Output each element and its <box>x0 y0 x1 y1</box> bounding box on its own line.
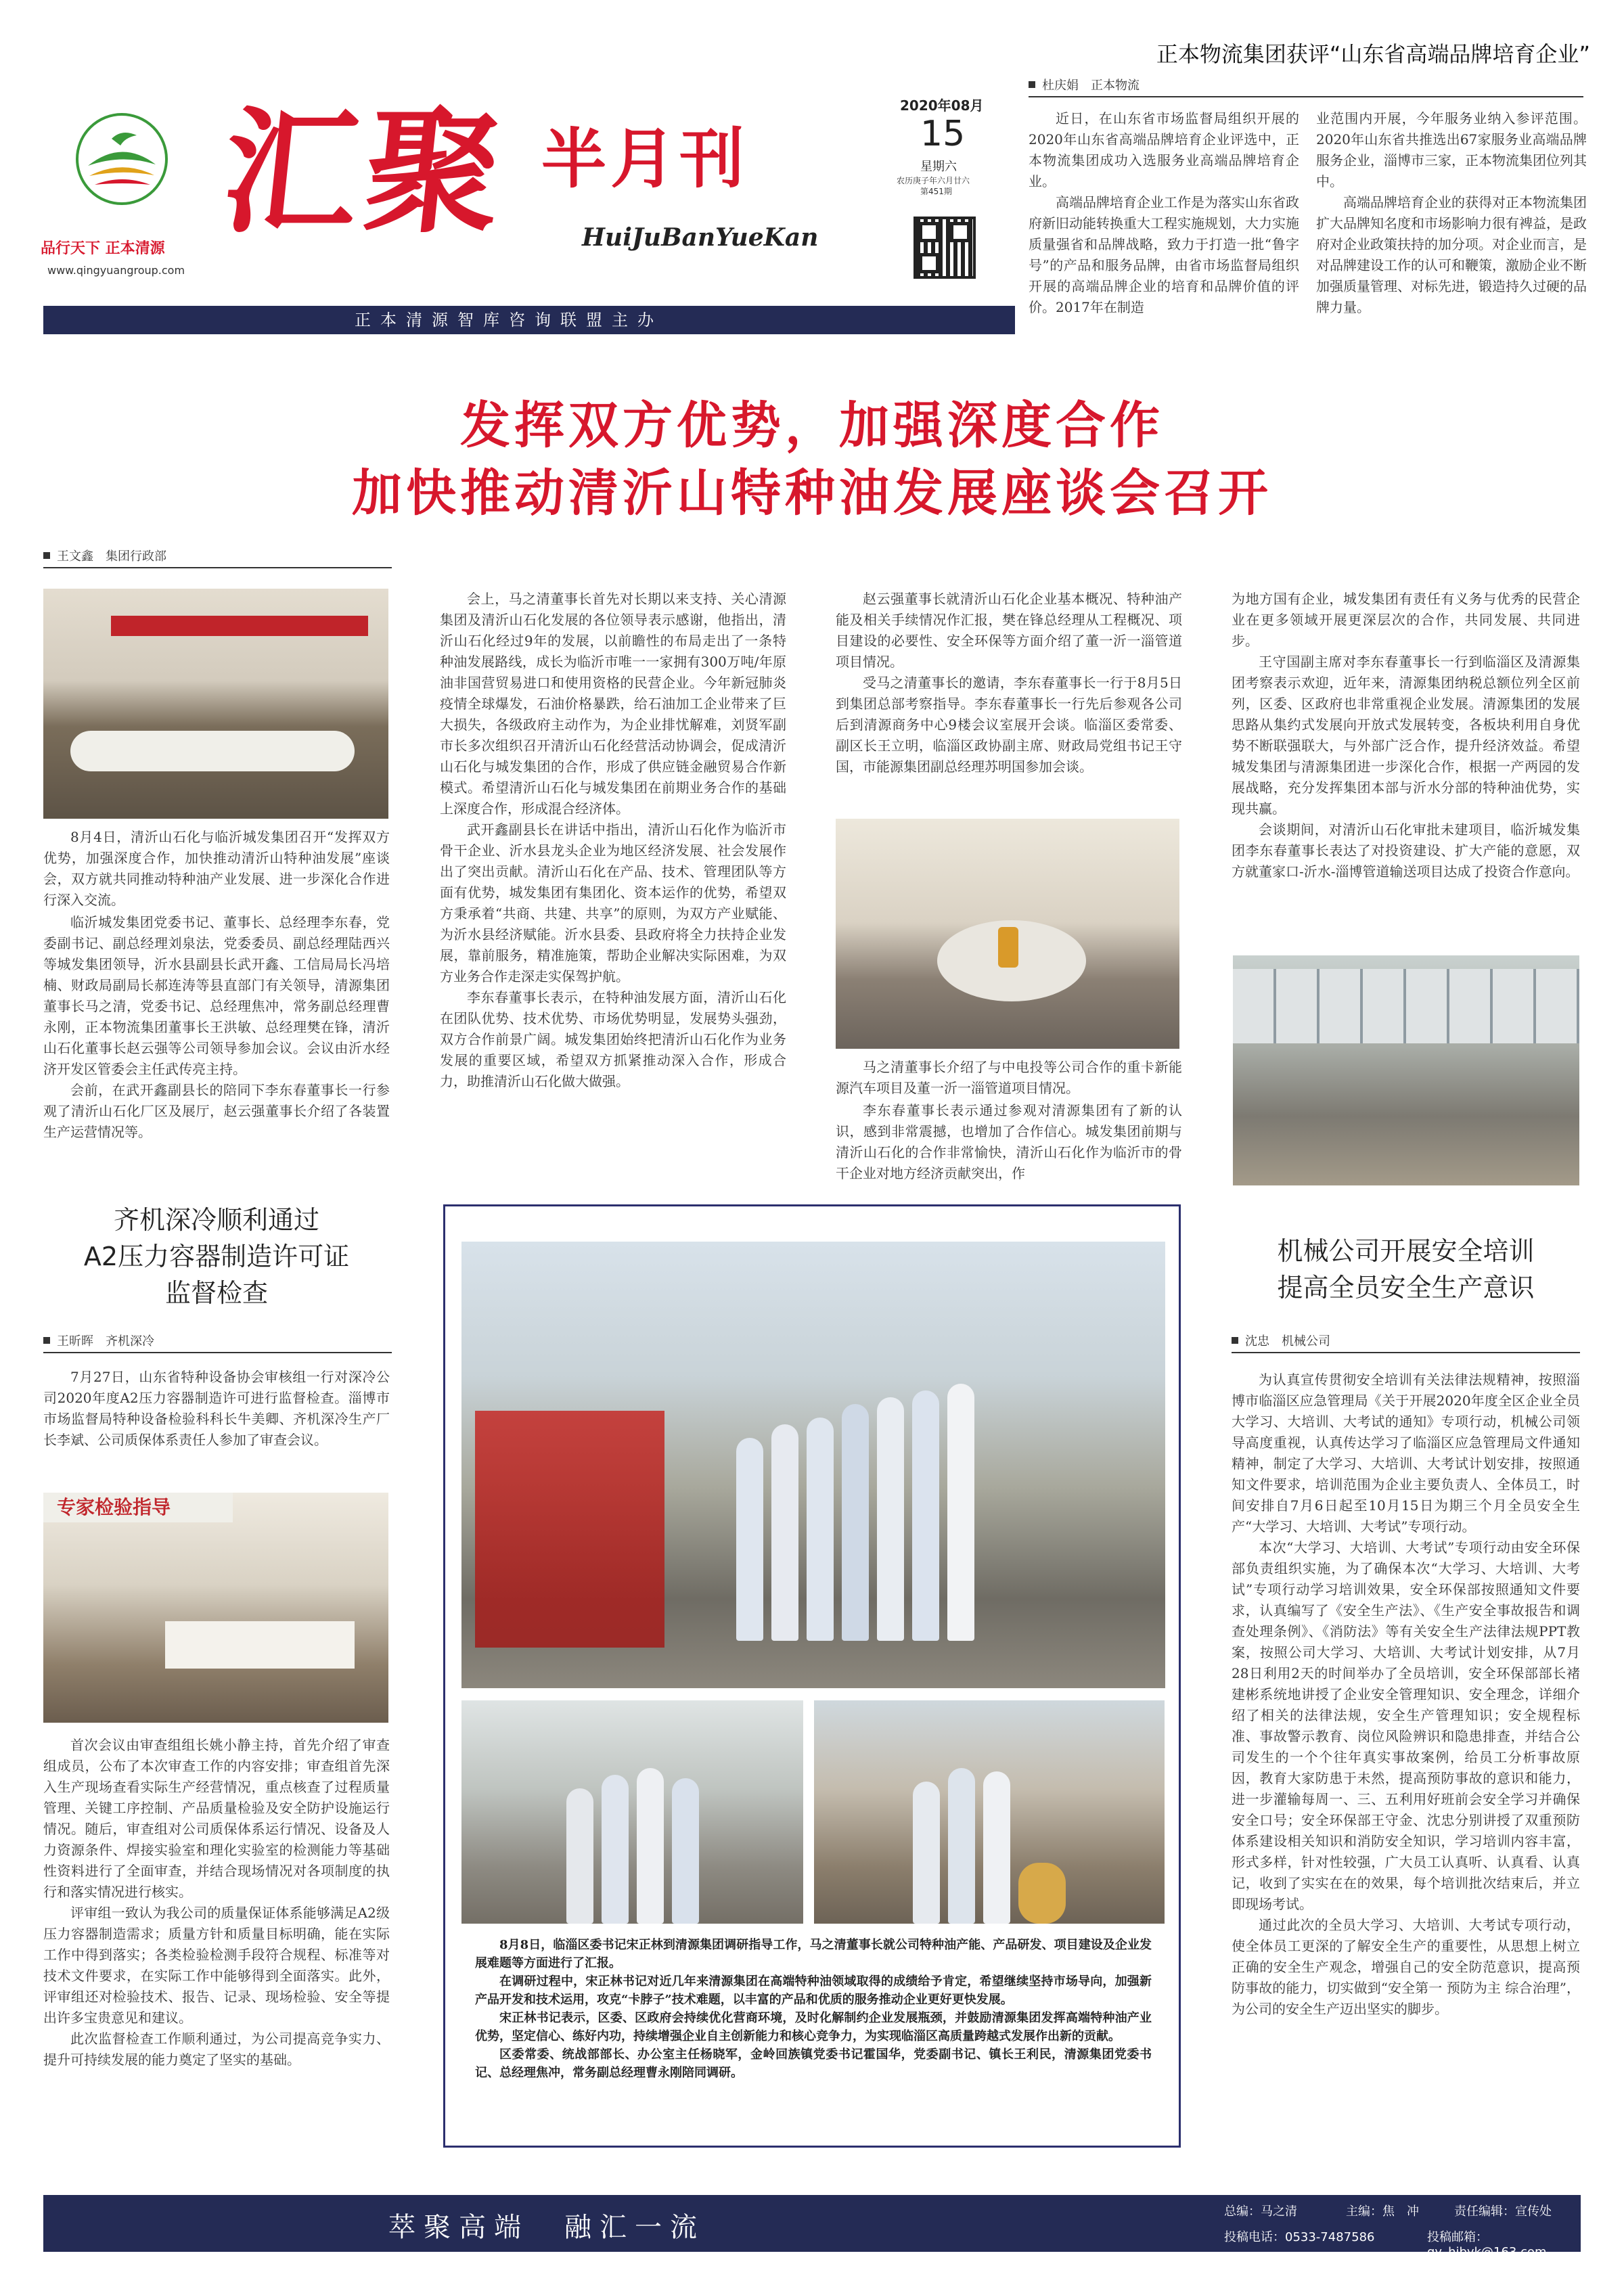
top-story-col2 <box>1316 108 1587 318</box>
caption-lead: 8月8日，临淄区委书记宋正林到清源集团调研指导工作，马之清董事长就公司特种油产能、产品研发、项目建设及企业发展难题等方面进行了汇报。 <box>475 1938 1152 1970</box>
main-story-col3 <box>836 589 1182 777</box>
top-story-col1 <box>1029 108 1299 318</box>
issue-weekday: 星期六 <box>920 160 957 174</box>
top-story-title: 正本物流集团获评“山东省高端品牌培育企业” <box>1156 41 1590 67</box>
caption-paragraph: 宋正林书记表示，区委、区政府会持续优化营商环境，及时化解制约企业发展瓶颈，并鼓励清源集团发挥高端特种油产业优势，坚定信心、练好内功，持续增强企业自主创新能力和核心竞争力，为实现临淄区高质量跨越式发展作出新的贡献。 <box>475 2011 1152 2043</box>
issue-number: 第451期 <box>920 187 952 196</box>
headline-line1: 发挥双方优势，加强深度合作 <box>460 397 1164 455</box>
masthead-bar-text: 正本清源智库咨询联盟主办 <box>355 311 663 330</box>
footer-chief-editor: 总编：马之清 <box>1224 2204 1297 2219</box>
center-photo-box <box>443 1204 1181 2148</box>
masthead-slogan: 品行天下 正本清源 <box>41 240 165 257</box>
left-story-byline <box>43 1332 392 1353</box>
paragraph: 通过此次的全员大学习、大培训、大考试专项行动，使全体员工更深的了解安全生产的重要性，从思想上树立正确的安全生产观念，增强自己的安全防范意识，提高预防事故的能力，切实做到“安全第一 预防为主 综合治理”，为公司的安全生产迈出坚实的脚步。 <box>1232 1917 1580 2017</box>
issue-date-month: 2020年08月 <box>900 97 984 114</box>
paragraph: 临沂城发集团党委书记、董事长、总经理李东春，党委副书记、副总经理刘泉法，党委委员、副总经理陆西兴等城发集团领导，沂水县副县长武开鑫、工信局局长冯培楠、财政局副局长郝连涛等县直部门有关领导，清源集团董事长马之清，党委书记、总经理焦冲，常务副总经理曹永刚，正本物流集团董事长王洪敏、总经理樊在锋，清沂山石化董事长赵云强等公司领导参加会议。会议由沂水经济开发区管委会主任武传亮主持。 <box>43 914 390 1077</box>
paragraph: 会谈期间，对清沂山石化审批未建项目，临沂城发集团李东春董事长表达了对投资建设、扩大产能的意愿，双方就董家口-沂水-淄博管道输送项目达成了投资合作意向。 <box>1232 821 1580 880</box>
visit-photo <box>1233 955 1579 1185</box>
inspection-photo <box>43 1493 388 1723</box>
top-story-byline <box>1029 76 1583 97</box>
masthead-title-en: HuiJuBanYueKan <box>582 223 819 252</box>
paragraph: 本次“大学习、大培训、大考试”专项行动由安全环保部负责组织实施，为了确保本次“大学习、大培训、大考试”专项行动学习培训效果，安全环保部按照通知文件要求，认真编写了《安全生产法》、《生产安全事故报告和调查处理条例》、《消防法》等有关安全生产法律法规PPT教案，按照公司大学习、大培训、大考试计划安排，从7月28日利用2天的时间举办了全员培训，安全环保部部长褚建彬系统地讲授了企业安全管理知识、安全理念，详细介绍了相关的法律法规，安全生产管理知识；安全规程标准、事故警示教育、岗位风险辨识和隐患排查，并结合公司发生的一个个往年真实事故案例，给员工分析事故原因，教育大家防患于未然，提高预防事故的意识和能力，进一步灌输每周一、三、五利用好班前会安全学习并确保安全口号；安全环保部王守金、沈忠分别讲授了双重预防体系建设相关知识和消防安全知识，学习培训内容丰富，形式多样，针对性较强，广大员工认真听、认真看、认真记，收到了实实在在的效果，每个培训批次结束后，并立即现场考试。 <box>1232 1539 1580 1912</box>
research-visit-photo-left <box>461 1700 803 1924</box>
paragraph: 此次监督检查工作顺利通过，为公司提高竞争实力、提升可持续发展的能力奠定了坚实的基础。 <box>43 2031 390 2068</box>
main-story-col3b <box>836 1100 1182 1184</box>
paragraph: 为认真宣传贯彻安全培训有关法律法规精神，按照淄博市临淄区应急管理局《关于开展2020年度全区企业全员大学习、大培训、大考试的通知》专项行动，机械公司领导高度重视，认真传达学习了临淄区应急管理局文件通知精神，制定了大学习、大培训、大考试计划安排，按照通知文件要求，培训范围为企业主要负责人、全体员工，时间安排自7月6日起至10月15日为期三个月全员安全生产“大学习、大培训、大考试”专项行动。 <box>1232 1372 1580 1535</box>
footer-phone: 投稿电话：0533-7487586 <box>1224 2230 1375 2244</box>
paragraph: 近日，在山东省市场监督局组织开展的2020年山东省高端品牌培育企业评选中，正本物流集团成功入选服务业高端品牌培育企业。 <box>1029 110 1299 189</box>
paragraph: 高端品牌培育企业工作是为落实山东省政府新旧动能转换重大工程实施规划，大力实施质量强省和品牌战略，致力于打造一批“鲁字号”的产品和服务品牌，由省市场监督局组织开展的高端品牌企业的培育和品牌价值的评价。2017年在制造 <box>1029 194 1299 315</box>
paragraph: 武开鑫副县长在讲话中指出，清沂山石化作为临沂市骨干企业、沂水县龙头企业为地区经济发展、社会发展作出了突出贡献。清沂山石化在产品、技术、管理团队等方面有优势，城发集团有集团化、资本运作的优势，希望双方秉承着“共商、共建、共享”的原则，为双方产业赋能、为沂水县经济赋能。沂水县委、县政府将全力扶持企业发展，靠前服务，精准施策，帮助企业解决实际困难，为双方业务合作走深走实保驾护航。 <box>440 821 786 984</box>
masthead-bar <box>43 306 1015 334</box>
main-story-author: 王文鑫 集团行政部 <box>57 549 166 564</box>
footer-slogan: 萃聚高端 融汇一流 <box>388 2212 705 2243</box>
paragraph: 赵云强董事长就清沂山石化企业基本概况、特种油产能及相关手续情况作汇报，樊在锋总经理从工程概况、项目建设的必要性、安全环保等方面介绍了董一沂一淄管道项目情况。 <box>836 591 1182 670</box>
paragraph: 为地方国有企业，城发集团有责任有义务与优秀的民营企业在更多领域开展更深层次的合作，共同发展、共同进步。 <box>1232 591 1580 649</box>
right-story-byline <box>1232 1332 1580 1353</box>
paragraph: 会上，马之清董事长首先对长期以来支持、关心清源集团及清沂山石化发展的各位领导表示感谢，他指出，清沂山石化经过9年的发展，以前瞻性的布局走出了一条特种油发展路线，成长为临沂市唯一一家拥有300万吨/年原油非国营贸易进口和使用资格的民营企业。今年新冠肺炎疫情全球爆发，石油价格暴跌，给石油加工企业带来了巨大损失，各级政府主动作为，为企业排忧解难，刘贤军副市长多次组织召开清沂山石化经营活动协调会，促成清沂山石化与城发集团的合作，形成了供应链金融贸易合作新模式。希望清沂山石化与城发集团在前期业务合作的基础上深度合作，形成混合经济体。 <box>440 591 786 817</box>
main-story-byline <box>43 547 392 568</box>
main-story-col4 <box>1232 589 1580 882</box>
center-box-caption <box>475 1936 1152 2082</box>
paragraph: 受马之清董事长的邀请，李东春董事长一行于8月5日到集团总部考察指导。李东春董事长一行先后参观各公司后到清源商务中心9楼会议室展开会谈。临淄区委常委、副区长王立明，临淄区政协副主席、财政局党组书记王守国，市能源集团副总经理苏明国参加会谈。 <box>836 675 1182 775</box>
left-story-rest <box>43 1735 390 2070</box>
masthead <box>41 93 1008 311</box>
footer-editor: 主编：焦 冲 <box>1346 2204 1419 2219</box>
caption-paragraph: 在调研过程中，宋正林书记对近几年来清源集团在高端特种油领域取得的成绩给予肯定，希望继续坚持市场导向，加强新产品开发和技术运用，攻克“卡脖子”技术难题，以丰富的产品和优质的服务推动企业更好更快发展。 <box>475 1974 1152 2007</box>
top-story-author: 杜庆娟 正本物流 <box>1042 78 1140 93</box>
research-visit-photo-main <box>461 1242 1165 1688</box>
meeting-photo-1-caption: 8月4日，清沂山石化与临沂城发集团召开“发挥双方优势，加强深度合作，加快推动清沂山特种油发展”座谈会，双方就共同推动特种油产业发展、进一步深化合作进行深入交流。 <box>43 829 390 908</box>
left-story-title-l2: A2压力容器制造许可证 <box>83 1242 350 1271</box>
paragraph: 会前，在武开鑫副县长的陪同下李东春董事长一行参观了清沂山石化厂区及展厅，赵云强董事长介绍了各装置生产运营情况等。 <box>43 1082 390 1140</box>
footer-bar <box>43 2195 1581 2259</box>
caption-paragraph: 区委常委、统战部部长、办公室主任杨晓军，金岭回族镇党委书记霍国华，党委副书记、镇长王利民，清源集团党委书记、总经理焦冲，常务副总经理曹永刚陪同调研。 <box>475 2047 1152 2080</box>
masthead-website: www.qingyuangroup.com <box>47 264 185 277</box>
main-story-col2 <box>440 589 786 1092</box>
meeting-photo-2 <box>836 819 1179 1049</box>
footer-email: 投稿邮箱：qy_hjbyk@163.com <box>1427 2230 1547 2259</box>
inspection-photo-sign: 专家检验指导 <box>43 1493 233 1522</box>
paragraph: 首次会议由审查组组长姚小静主持，首先介绍了审查组成员，公布了本次审查工作的内容安排；审查组首先深入生产现场查看实际生产经营情况，重点核查了过程质量管理、关键工序控制、产品质量检验及安全防护设施运行情况。随后，审查组对公司质保体系运行情况、设备及人力资源条件、焊接实验室和理化实验室的检测能力等基础性资料进行了全面审查，并结合现场情况对各项制度的执行和落实情况进行核实。 <box>43 1737 390 1900</box>
paragraph: 评审组一致认为我公司的质量保证体系能够满足A2级压力容器制造需求；质量方针和质量目标明确，能在实际工作中得到落实；各类检验检测手段符合规程、标准等对技术文件要求，在实际工作中能够得到全面落实。此外，评审组还对检验技术、报告、记录、现场检验、安全等提出许多宝贵意见和建议。 <box>43 1905 390 2026</box>
paragraph: 王守国副主席对李东春董事长一行到临淄区及清源集团考察表示欢迎，近年来，清源集团纳税总额位列全区前列，区委、区政府也非常重视企业发展。清源集团的发展思路从集约式发展向开放式发展转变，各板块利用自身优势不断联强联大，与外部广泛合作，提升经济效益。希望城发集团与清源集团进一步深化合作，根据一产两园的发展战略，充分发挥集团本部与沂水分部的特种油优势，实现共赢。 <box>1232 654 1580 817</box>
research-visit-photo-right <box>814 1700 1165 1924</box>
right-story-title-l2: 提高全员安全生产意识 <box>1277 1273 1535 1303</box>
qr-code <box>914 217 976 279</box>
right-story-title-l1: 机械公司开展安全培训 <box>1277 1236 1535 1266</box>
paragraph: 业范围内开展，今年服务业纳入参评范围。2020年山东省共推选出67家服务业高端品牌服务企业，淄博市三家，正本物流集团位列其中。 <box>1316 110 1587 189</box>
issue-lunar-date: 农历庚子年六月廿六 <box>897 176 970 185</box>
issue-date-day: 15 <box>920 114 966 154</box>
masthead-title: 汇聚 <box>215 93 516 252</box>
right-story-author: 沈忠 机械公司 <box>1245 1334 1330 1349</box>
meeting-photo-1 <box>43 589 388 819</box>
right-story-body <box>1232 1369 1580 2020</box>
left-story-title-l1: 齐机深冷顺利通过 <box>113 1205 319 1235</box>
left-story-title-l3: 监督检查 <box>164 1278 268 1308</box>
paragraph: 高端品牌培育企业的获得对正本物流集团扩大品牌知名度和市场影响力很有裨益，是政府对企业政策扶持的加分项。对企业而言，是对品牌建设工作的认可和鞭策，激励企业不断加强质量管理、对标先进，锻造持久过硬的品牌力量。 <box>1316 194 1587 315</box>
footer-responsible-editor: 责任编辑：宣传处 <box>1454 2204 1552 2219</box>
company-logo <box>74 112 169 206</box>
paragraph: 李东春董事长表示通过参观对清源集团有了新的认识，感到非常震撼，也增加了合作信心。城发集团前期与清沂山石化的合作非常愉快，清沂山石化作为临沂市的骨干企业对地方经济贡献突出，作 <box>836 1102 1182 1181</box>
left-story-author: 王昕晖 齐机深冷 <box>57 1334 154 1349</box>
left-story-para1 <box>43 1367 390 1451</box>
main-story-col1 <box>43 912 390 1143</box>
paragraph: 李东春董事长表示，在特种油发展方面，清沂山石化在团队优势、技术优势、市场优势明显，发展势头强劲，双方合作前景广阔。城发集团始终把清沂山石化作为业务发展的重要区域，希望双方抓紧推动深入合作，形成合力，助推清沂山石化做大做强。 <box>440 989 786 1089</box>
meeting-photo-2-caption: 马之清董事长介绍了与中电投等公司合作的重卡新能源汽车项目及董一沂一淄管道项目情况。 <box>836 1059 1182 1096</box>
headline-line2: 加快推动清沂山特种油发展座谈会召开 <box>352 464 1272 522</box>
paragraph: 7月27日，山东省特种设备协会审核组一行对深冷公司2020年度A2压力容器制造许可进行监督检查。淄博市市场监督局特种设备检验科科长牛美卿、齐机深冷生产厂长李斌、公司质保体系责任人参加了审查会议。 <box>43 1369 390 1448</box>
masthead-subtitle: 半月刊 <box>541 120 748 197</box>
